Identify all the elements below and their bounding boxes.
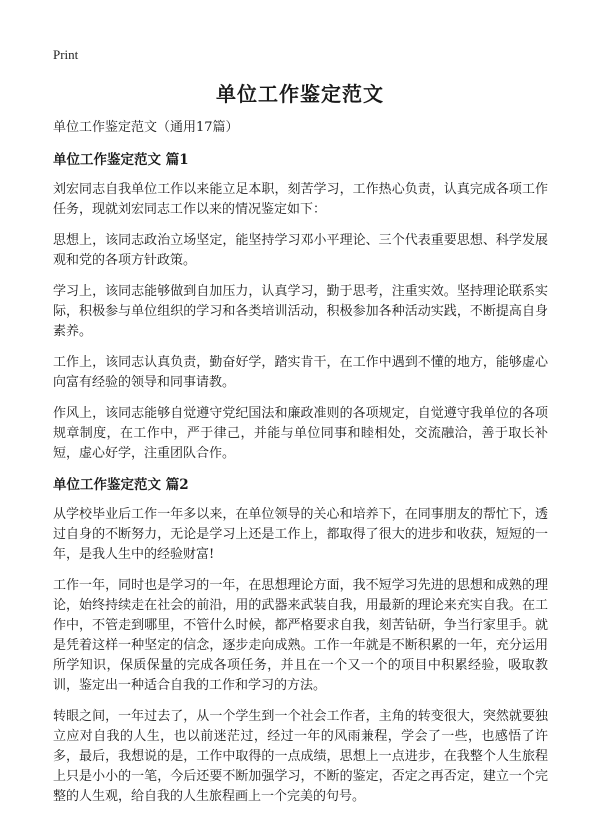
document-subtitle: 单位工作鉴定范文（通用17篇） — [53, 120, 239, 135]
page-title: 单位工作鉴定范文 — [216, 82, 384, 106]
paragraph: 从学校毕业后工作一年多以来，在单位领导的关心和培养下，在同事朋友的帮忙下，透过自身的不断努力，无论是学习上还是工作上，都取得了很大的进步和收获，短短的一年，是我人生中的经验财富! — [53, 507, 548, 562]
paragraph: 工作一年，同时也是学习的一年，在思想理论方面，我不短学习先进的思想和成熟的理论，始终持续走在社会的前沿，用的武器来武装自我，用最新的理论来充实自我。在工作中，不管走到哪里，不管什么时候，都严格要求自我，刻苦钻研，争当行家里手。就是凭着这样一种坚定的信念，逐步走向成熟。工作一年就是不断积累的一年，充分运用所学知识，保质保量的完成各项任务，并且在一个又一个的项目中积累经验，吸取教训，鉴定出一种适合自我的工作和学习的方法。 — [53, 578, 548, 693]
section-1 — [53, 150, 548, 464]
print-link[interactable]: Print — [53, 47, 79, 62]
paragraph: 思想上，该同志政治立场坚定，能坚持学习邓小平理论、三个代表重要思想、科学发展观和党的各项方针政策。 — [53, 233, 548, 268]
section-heading: 单位工作鉴定范文 篇1 — [53, 152, 189, 168]
section-heading: 单位工作鉴定范文 篇2 — [53, 477, 189, 493]
paragraph: 刘宏同志自我单位工作以来能立足本职，刻苦学习，工作热心负责，认真完成各项工作任务，现就刘宏同志工作以来的情况鉴定如下： — [53, 182, 548, 217]
paragraph: 工作上，该同志认真负责，勤奋好学，踏实肯干，在工作中遇到不懂的地方，能够虚心向富有经验的领导和同事请教。 — [53, 355, 548, 390]
paragraph: 学习上，该同志能够做到自加压力，认真学习，勤于思考，注重实效。坚持理论联系实际，积极参与单位组织的学习和各类培训活动，积极参加各种活动实践，不断提高自身素养。 — [53, 284, 548, 339]
document-content — [53, 118, 548, 818]
paragraph: 转眼之间，一年过去了，从一个学生到一个社会工作者，主角的转变很大，突然就要独立应对自我的人生，也以前迷茫过，经过一年的风雨兼程，学会了一些，也感悟了许多，最后，我想说的是，工作中取得的一点成绩，思想上一点进步，在我整个人生旅程上只是小小的一笔，今后还要不断加强学习，不断的鉴定，否定之再否定，建立一个完整的人生观，给自我的人生旅程画上一个完美的句号。 — [53, 709, 548, 804]
paragraph: 作风上，该同志能够自觉遵守党纪国法和廉政准则的各项规定，自觉遵守我单位的各项规章制度，在工作中，严于律己，并能与单位同事和睦相处，交流融洽，善于取长补短，虚心好学，注重团队合作。 — [53, 406, 548, 461]
section-2 — [53, 475, 548, 807]
